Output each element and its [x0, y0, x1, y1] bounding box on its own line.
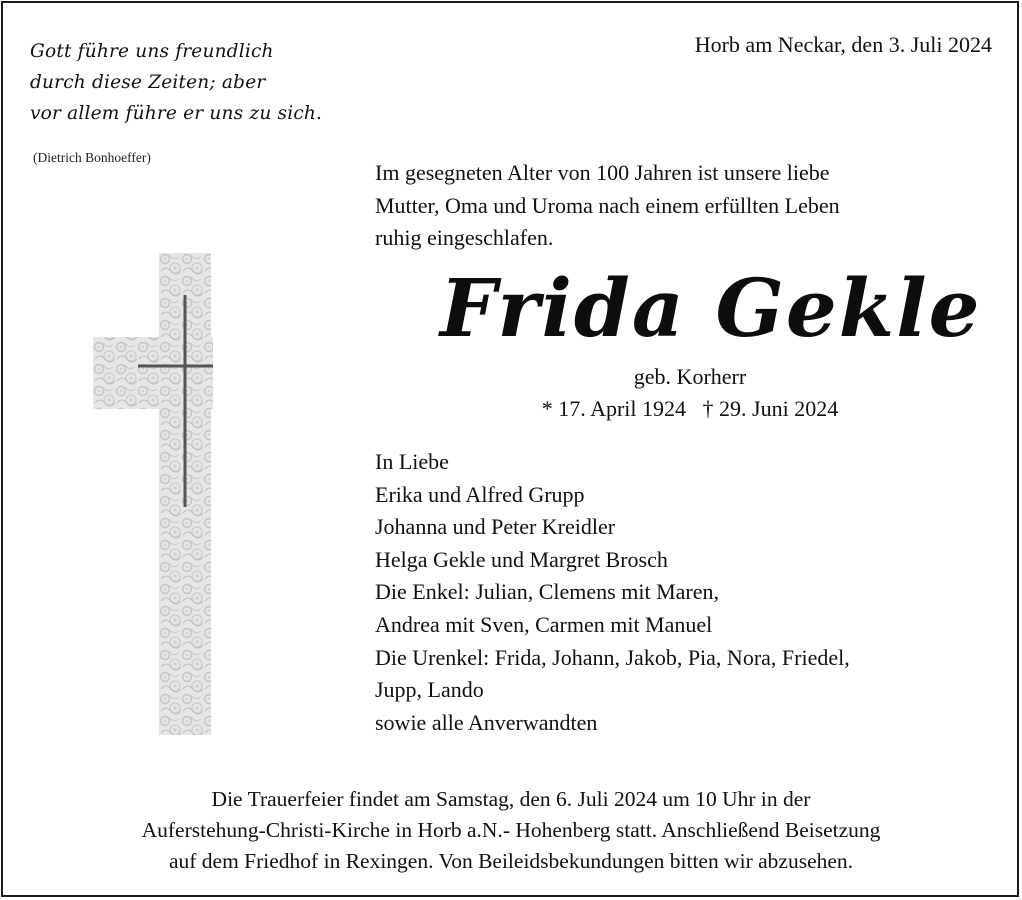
mourner-line: Erika und Alfred Grupp — [375, 481, 585, 507]
mourner-line: Die Enkel: Julian, Clemens mit Maren, — [375, 579, 719, 605]
mourner-line: Helga Gekle und Margret Brosch — [375, 546, 668, 572]
intro-line-2: Mutter, Oma und Uroma nach einem erfüllten Leben — [375, 192, 840, 218]
ceremony-line-2: Auferstehung-Christi-Kirche in Horb a.N.- Hohenberg statt. Anschließend Beisetzung — [141, 818, 881, 842]
quote-line-2: durch diese Zeiten; aber — [30, 72, 266, 93]
mourners-list — [375, 446, 1005, 739]
mourner-line: In Liebe — [375, 449, 449, 474]
mourner-line: Andrea mit Sven, Carmen mit Manuel — [375, 611, 713, 637]
mourner-line: Die Urenkel: Frida, Johann, Jakob, Pia, Nora, Friedel, — [375, 644, 850, 670]
deceased-name: Frida Gekle — [440, 261, 982, 355]
ceremony-line-3: auf dem Friedhof in Rexingen. Von Beileidsbekundungen bitten wir abzusehen. — [168, 849, 854, 873]
quote-line-3: vor allem führe er uns zu sich. — [30, 103, 323, 124]
mourner-line: Jupp, Lando — [375, 677, 484, 703]
mourner-line: sowie alle Anverwandten — [375, 709, 598, 735]
mourner-line: Johanna und Peter Kreidler — [375, 514, 616, 540]
ceremony-line-1: Die Trauerfeier findet am Samstag, den 6. Juli 2024 um 10 Uhr in der — [211, 787, 811, 811]
cross-icon — [93, 253, 213, 740]
bonhoeffer-quote — [30, 36, 370, 129]
ceremony-notice — [20, 784, 1002, 877]
birth-name: geb. Korherr — [633, 364, 747, 389]
place-date: Horb am Neckar, den 3. Juli 2024 — [694, 32, 992, 57]
intro-text — [375, 157, 995, 255]
life-dates: * 17. April 1924 † 29. Juni 2024 — [541, 396, 839, 421]
intro-line-3: ruhig eingeschlafen. — [375, 225, 554, 250]
quote-line-1: Gott führe uns freundlich — [30, 41, 274, 62]
intro-line-1: Im gesegneten Alter von 100 Jahren ist unsere liebe — [375, 160, 830, 185]
quote-author: (Dietrich Bonhoeffer) — [33, 150, 151, 165]
